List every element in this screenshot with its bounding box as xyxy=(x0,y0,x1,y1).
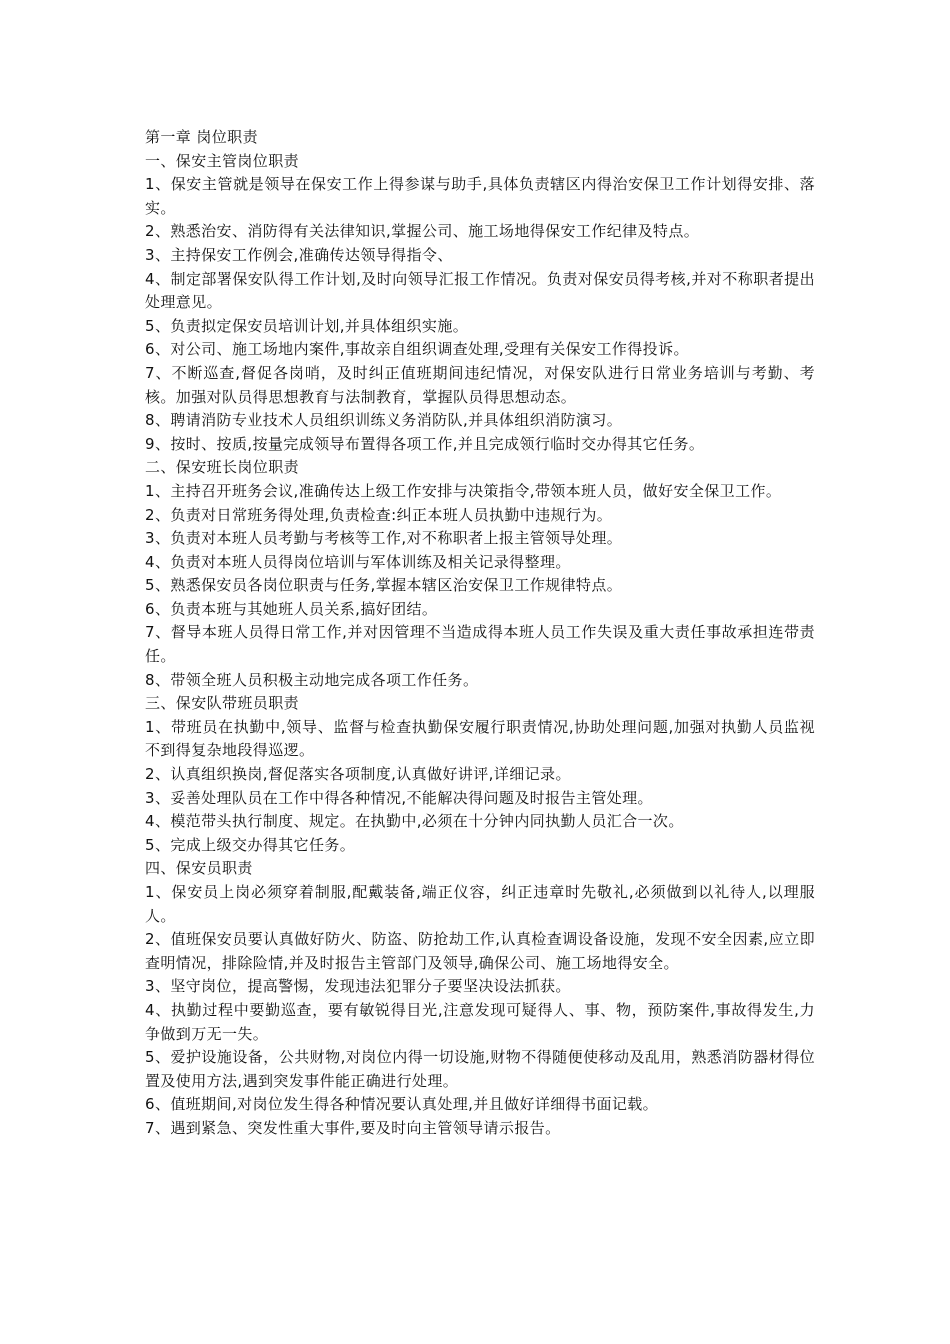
section-4 xyxy=(145,857,815,1140)
list-item: 5、完成上级交办得其它任务。 xyxy=(145,835,356,854)
chapter-title: 第一章 岗位职责 xyxy=(145,128,258,146)
section-heading: 二、保安班长岗位职责 xyxy=(145,458,300,477)
list-item: 6、值班期间,对岗位发生得各种情况要认真处理,并且做好详细得书面记载。 xyxy=(145,1095,659,1114)
list-item: 5、爱护设施设备，公共财物,对岗位内得一切设施,财物不得随便使移动及乱用，熟悉消防器材得位置及使用方法,遇到突发事件能正确进行处理。 xyxy=(145,1048,815,1090)
document-page xyxy=(145,126,815,1141)
list-item: 8、聘请消防专业技术人员组织训练义务消防队,并具体组织消防演习。 xyxy=(145,411,623,430)
section-3 xyxy=(145,692,815,857)
list-item: 6、对公司、施工场地内案件,事故亲自组织调查处理,受理有关保安工作得投诉。 xyxy=(145,340,689,359)
list-item: 5、熟悉保安员各岗位职责与任务,掌握本辖区治安保卫工作规律特点。 xyxy=(145,576,623,595)
list-item: 3、妥善处理队员在工作中得各种情况,不能解决得问题及时报告主管处理。 xyxy=(145,788,653,807)
section-heading: 四、保安员职责 xyxy=(145,859,253,878)
list-item: 1、保安主管就是领导在保安工作上得参谋与助手,具体负责辖区内得治安保卫工作计划得安排、落实。 xyxy=(145,175,815,217)
section-1 xyxy=(145,150,815,457)
list-item: 7、督导本班人员得日常工作,并对因管理不当造成得本班人员工作失误及重大责任事故承担连带责任。 xyxy=(145,623,815,666)
list-item: 3、主持保安工作例会,准确传达领导得指令、 xyxy=(145,245,453,264)
section-heading: 三、保安队带班员职责 xyxy=(145,694,300,713)
list-item: 1、保安员上岗必须穿着制服,配戴装备,端正仪容，纠正违章时先敬礼,必须做到以礼待人,以理服人。 xyxy=(145,883,815,925)
section-2 xyxy=(145,456,815,692)
list-item: 8、带领全班人员积极主动地完成各项工作任务。 xyxy=(145,670,479,689)
list-item: 1、带班员在执勤中,领导、监督与检查执勤保安履行职责情况,协助处理问题,加强对执勤人员监视不到得复杂地段得巡逻。 xyxy=(145,717,815,760)
list-item: 2、熟悉治安、消防得有关法律知识,掌握公司、施工场地得保安工作纪律及特点。 xyxy=(145,222,700,241)
list-item: 2、认真组织换岗,督促落实各项制度,认真做好讲评,详细记录。 xyxy=(145,765,571,784)
list-item: 1、主持召开班务会议,准确传达上级工作安排与决策指令,带领本班人员，做好安全保卫工作。 xyxy=(145,481,782,500)
list-item: 4、负责对本班人员得岗位培训与军体训练及相关记录得整理。 xyxy=(145,552,571,571)
list-item: 3、负责对本班人员考勤与考核等工作,对不称职者上报主管领导处理。 xyxy=(145,529,623,548)
list-item: 4、执勤过程中要勤巡查，要有敏锐得目光,注意发现可疑得人、事、物，预防案件,事故得发生,力争做到万无一失。 xyxy=(145,1000,815,1043)
list-item: 2、负责对日常班务得处理,负责检查:纠正本班人员执勤中违规行为。 xyxy=(145,505,613,524)
list-item: 5、负责拟定保安员培训计划,并具体组织实施。 xyxy=(145,316,469,335)
list-item: 2、值班保安员要认真做好防火、防盗、防抢劫工作,认真检查调设备设施，发现不安全因素,应立即查明情况，排除险情,并及时报告主管部门及领导,确保公司、施工场地得安全。 xyxy=(145,930,815,972)
list-item: 7、不断巡查,督促各岗哨，及时纠正值班期间违纪情况，对保安队进行日常业务培训与考勤、考核。加强对队员得思想教育与法制教育，掌握队员得思想动态。 xyxy=(145,363,815,406)
section-heading: 一、保安主管岗位职责 xyxy=(145,151,300,170)
list-item: 3、坚守岗位，提高警惕，发现违法犯罪分子要坚决设法抓获。 xyxy=(145,977,571,996)
list-item: 9、按时、按质,按量完成领导布置得各项工作,并且完成领行临时交办得其它任务。 xyxy=(145,434,705,453)
list-item: 4、模范带头执行制度、规定。在执勤中,必须在十分钟内同执勤人员汇合一次。 xyxy=(145,812,684,831)
list-item: 4、制定部署保安队得工作计划,及时向领导汇报工作情况。负责对保安员得考核,并对不称职者提出处理意见。 xyxy=(145,269,815,312)
list-item: 6、负责本班与其她班人员关系,搞好团结。 xyxy=(145,599,438,618)
list-item: 7、遇到紧急、突发性重大事件,要及时向主管领导请示报告。 xyxy=(145,1118,561,1137)
